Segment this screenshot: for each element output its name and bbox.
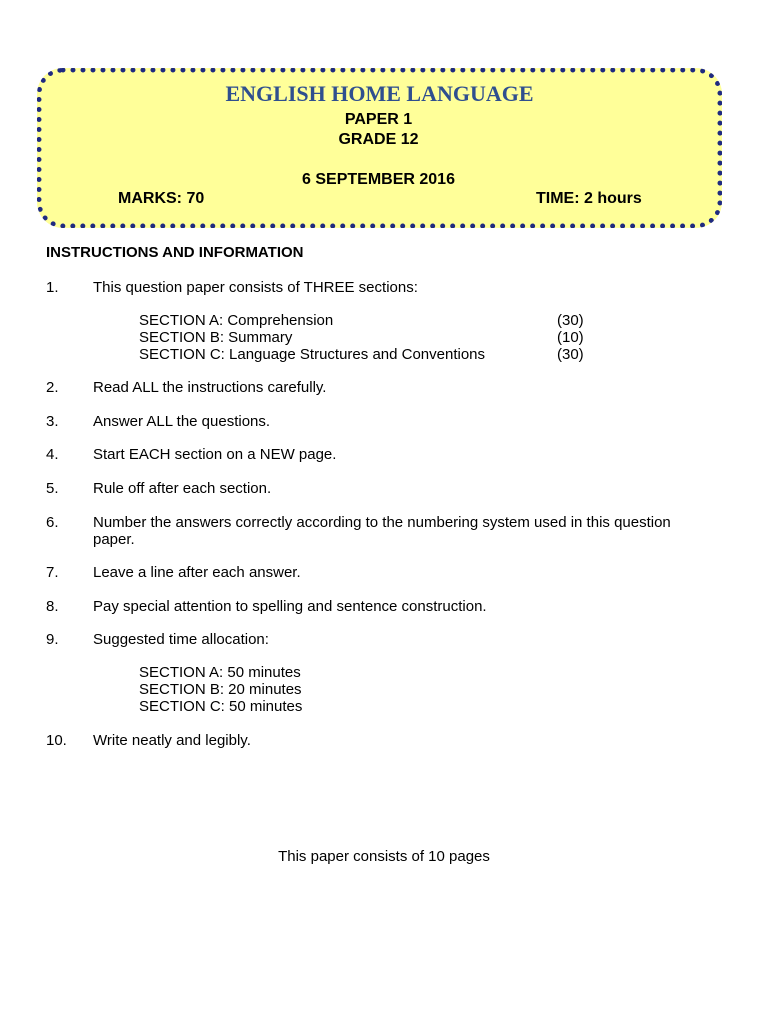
instruction-number: 6. <box>46 514 59 531</box>
exam-title: ENGLISH HOME LANGUAGE <box>225 81 534 106</box>
section-marks: (30) <box>557 346 584 363</box>
instruction-text: Suggested time allocation: <box>93 631 269 648</box>
section-name: SECTION A: Comprehension <box>139 312 334 329</box>
instruction-number: 8. <box>46 598 59 615</box>
instruction-text: Number the answers correctly according to the numbering system used in this question paper. <box>93 514 671 548</box>
section-marks: (10) <box>557 329 584 346</box>
paper-number: PAPER 1 <box>344 111 413 128</box>
instruction-number: 10. <box>46 732 67 749</box>
time-allowed: TIME: 2 hours <box>536 190 642 207</box>
page-count-note: This paper consists of 10 pages <box>278 848 490 865</box>
instruction-text: Rule off after each section. <box>93 480 272 497</box>
instruction-text: Write neatly and legibly. <box>93 732 251 749</box>
time-allocation-line: SECTION A: 50 minutes <box>139 664 301 681</box>
instruction-number: 7. <box>46 564 59 581</box>
instruction-text: Pay special attention to spelling and sentence construction. <box>93 598 487 615</box>
total-marks: MARKS: 70 <box>118 190 205 207</box>
instruction-text: Answer ALL the questions. <box>93 413 271 430</box>
time-allocation-line: SECTION C: 50 minutes <box>139 698 303 715</box>
section-name: SECTION B: Summary <box>139 329 293 346</box>
instructions-heading: INSTRUCTIONS AND INFORMATION <box>46 244 304 261</box>
instruction-number: 5. <box>46 480 59 497</box>
instruction-number: 1. <box>46 279 59 296</box>
instruction-number: 3. <box>46 413 59 430</box>
instruction-text: Read ALL the instructions carefully. <box>93 379 327 396</box>
instruction-number: 9. <box>46 631 59 648</box>
instruction-text: Leave a line after each answer. <box>93 564 301 581</box>
time-allocation-line: SECTION B: 20 minutes <box>139 681 302 698</box>
instruction-number: 2. <box>46 379 59 396</box>
instruction-text: This question paper consists of THREE sections: <box>93 279 418 296</box>
section-marks: (30) <box>557 312 584 329</box>
instruction-number: 4. <box>46 446 59 463</box>
grade-label: GRADE 12 <box>338 131 419 148</box>
section-name: SECTION C: Language Structures and Conventions <box>139 346 486 363</box>
exam-date: 6 SEPTEMBER 2016 <box>302 171 455 188</box>
instruction-text: Start EACH section on a NEW page. <box>93 446 337 463</box>
